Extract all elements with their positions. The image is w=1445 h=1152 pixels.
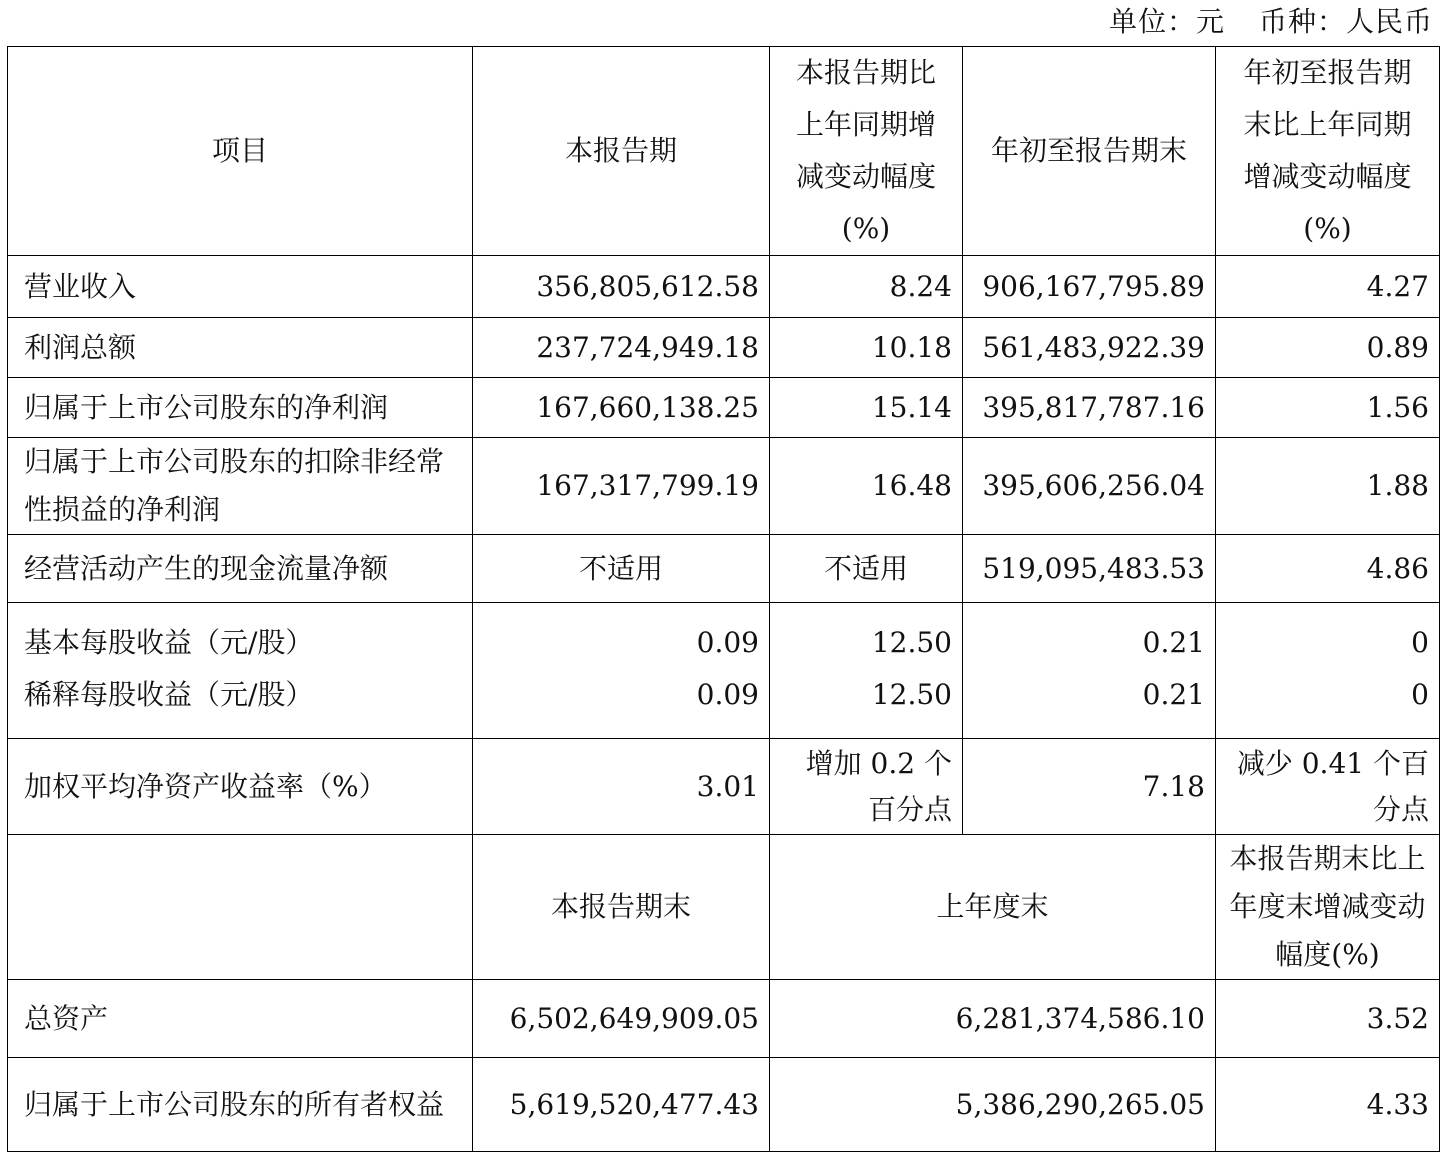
- row-ytd-change: 1.56: [1216, 378, 1440, 438]
- header2-change: 本报告期末比上年度末增减变动幅度(%): [1216, 835, 1440, 980]
- row-item: 经营活动产生的现金流量净额: [8, 535, 473, 603]
- header-item: 项目: [8, 47, 473, 256]
- table-header-row-2: [8, 835, 1440, 980]
- row-current: 不适用: [473, 535, 770, 603]
- row2-period-end: 6,502,649,909.05: [473, 980, 770, 1058]
- row-current: 0.09: [473, 671, 770, 739]
- header2-prior-year-end: 上年度末: [770, 835, 1216, 980]
- row-ytd-change: 0: [1216, 671, 1440, 739]
- row-item: 营业收入: [8, 256, 473, 318]
- table-row: [8, 438, 1440, 535]
- header-current-period: 本报告期: [473, 47, 770, 256]
- row-current: 237,724,949.18: [473, 318, 770, 378]
- row-ytd: 519,095,483.53: [963, 535, 1216, 603]
- row-ytd-change: 1.88: [1216, 438, 1440, 535]
- row-current-change: 12.50: [770, 671, 963, 739]
- row-current: 0.09: [473, 603, 770, 671]
- table-row: [8, 1058, 1440, 1152]
- table-header-row: [8, 47, 1440, 256]
- row-current-change: 10.18: [770, 318, 963, 378]
- row-current-change: 增加 0.2 个百分点: [770, 739, 963, 835]
- header-ytd-change: 年初至报告期末比上年同期增减变动幅度(%): [1216, 47, 1440, 256]
- row2-change: 4.33: [1216, 1058, 1440, 1152]
- row-item: 加权平均净资产收益率（%）: [8, 739, 473, 835]
- row-ytd: 906,167,795.89: [963, 256, 1216, 318]
- table-row: [8, 980, 1440, 1058]
- table-row: [8, 739, 1440, 835]
- row-ytd-change: 4.27: [1216, 256, 1440, 318]
- row-current: 356,805,612.58: [473, 256, 770, 318]
- row-current-change: 15.14: [770, 378, 963, 438]
- row-current-change: 12.50: [770, 603, 963, 671]
- header2-period-end: 本报告期末: [473, 835, 770, 980]
- header-ytd: 年初至报告期末: [963, 47, 1216, 256]
- row-ytd-change: 减少 0.41 个百分点: [1216, 739, 1440, 835]
- row2-period-end: 5,619,520,477.43: [473, 1058, 770, 1152]
- row2-change: 3.52: [1216, 980, 1440, 1058]
- row2-prior-year-end: 5,386,290,265.05: [770, 1058, 1216, 1152]
- table-row: [8, 318, 1440, 378]
- table-row: [8, 603, 1440, 671]
- unit-currency-line: [1109, 2, 1433, 42]
- row-ytd: 0.21: [963, 603, 1216, 671]
- row-item: 归属于上市公司股东的扣除非经常性损益的净利润: [8, 438, 473, 535]
- table-row: [8, 671, 1440, 739]
- row-current-change: 16.48: [770, 438, 963, 535]
- row2-item: 总资产: [8, 980, 473, 1058]
- currency-label: 币种：人民币: [1258, 5, 1433, 38]
- row-current: 167,660,138.25: [473, 378, 770, 438]
- header2-empty: [8, 835, 473, 980]
- table-row: [8, 378, 1440, 438]
- row-ytd: 7.18: [963, 739, 1216, 835]
- row-current-change: 不适用: [770, 535, 963, 603]
- row-current: 3.01: [473, 739, 770, 835]
- row-current: 167,317,799.19: [473, 438, 770, 535]
- table-row: [8, 535, 1440, 603]
- row-ytd-change: 4.86: [1216, 535, 1440, 603]
- row-current-change: 8.24: [770, 256, 963, 318]
- row-item: 归属于上市公司股东的净利润: [8, 378, 473, 438]
- row-item: 利润总额: [8, 318, 473, 378]
- row-ytd: 0.21: [963, 671, 1216, 739]
- row-ytd-change: 0: [1216, 603, 1440, 671]
- row-ytd: 395,817,787.16: [963, 378, 1216, 438]
- row2-prior-year-end: 6,281,374,586.10: [770, 980, 1216, 1058]
- row-item: 基本每股收益（元/股）: [8, 603, 473, 671]
- financial-summary-table: [7, 46, 1440, 1152]
- row2-item: 归属于上市公司股东的所有者权益: [8, 1058, 473, 1152]
- table-row: [8, 256, 1440, 318]
- header-current-change: 本报告期比上年同期增减变动幅度(%): [770, 47, 963, 256]
- unit-label: 单位：元: [1108, 5, 1225, 38]
- row-ytd-change: 0.89: [1216, 318, 1440, 378]
- row-item: 稀释每股收益（元/股）: [8, 671, 473, 739]
- row-ytd: 395,606,256.04: [963, 438, 1216, 535]
- row-ytd: 561,483,922.39: [963, 318, 1216, 378]
